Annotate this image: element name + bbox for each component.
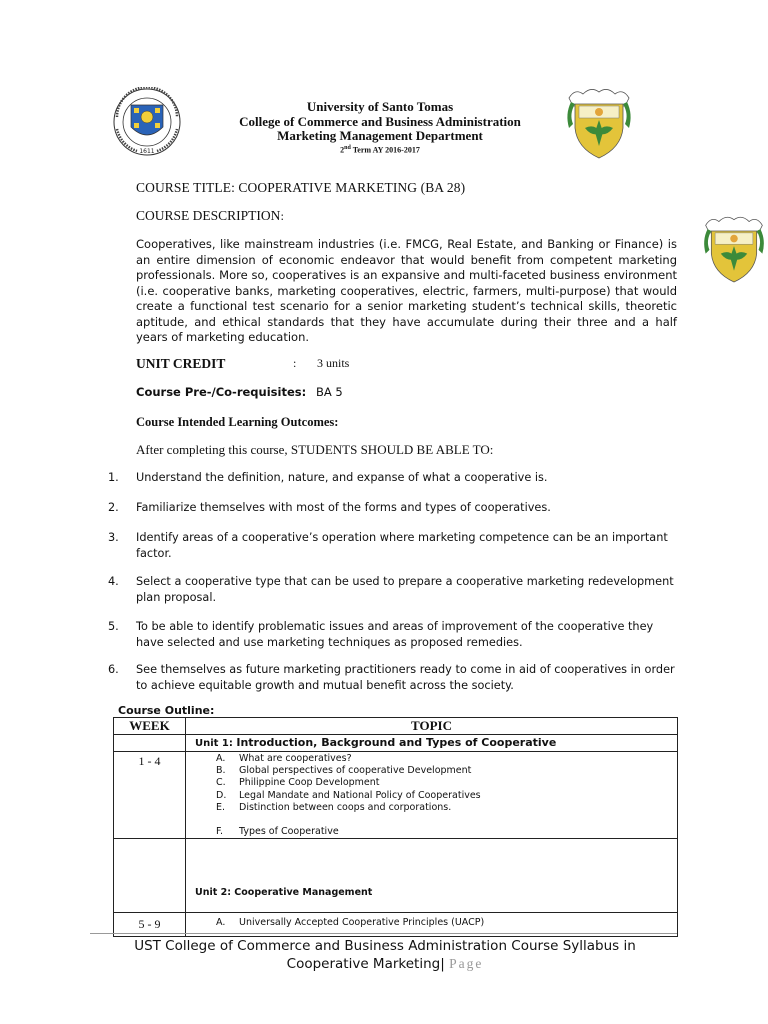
unit-credit-value: 3 units	[317, 356, 350, 370]
list-item: 6. See themselves as future marketing practitioners ready to come in aid of cooperatives in order to achieve equitable growth and mutual benefit across the society.	[108, 663, 675, 692]
table-row	[114, 735, 678, 752]
unit-1-title: Unit 1: Introduction, Background and Types of Cooperative	[186, 735, 678, 752]
document-header	[200, 100, 560, 154]
footer-line-1: UST College of Commerce and Business Administration Course Syllabus in	[134, 938, 636, 954]
list-item: E. Distinction between coops and corporations.	[216, 801, 452, 813]
column-header-topic: TOPIC	[186, 718, 678, 735]
unit-1-topics	[186, 752, 678, 839]
learning-outcomes-heading: Course Intended Learning Outcomes:	[136, 415, 339, 429]
page-footer	[100, 937, 670, 973]
week-range: 1 - 4	[114, 752, 186, 839]
commerce-crest-logo	[563, 84, 635, 160]
prerequisites-label: Course Pre-/Co-requisites:	[136, 385, 307, 399]
table-row	[114, 752, 678, 839]
course-description-body: Cooperatives, like mainstream industries (i.e. FMCG, Real Estate, and Banking or Finance) is an entire dimension of economic endeavor that would benefit from competent marketing professionals. More so, cooperatives is an expansive and multi-faceted business environment (i.e. cooperative banks, marketing cooperatives, electric, farmers, multi-purpose) that would create a functional test scenario for a senior marketing student’s technical skills, theoretic aptitude, and ethical standards that they have accumulate during their three and a half years of marketing education.	[136, 237, 677, 344]
list-item: B. Global perspectives of cooperative Development	[216, 765, 472, 777]
page-label: Page	[449, 956, 484, 971]
course-outline-heading: Course Outline:	[118, 704, 215, 717]
course-description-heading: COURSE DESCRIPTION:	[136, 208, 285, 223]
commerce-crest-logo-secondary	[700, 211, 768, 285]
table-header-row	[114, 718, 678, 735]
footer-divider	[90, 933, 677, 934]
course-title: COURSE TITLE: COOPERATIVE MARKETING (BA 28)	[136, 180, 466, 195]
list-item: C. Philippine Coop Development	[216, 777, 380, 789]
seal-year: 1611	[139, 148, 155, 155]
list-item: 1. Understand the definition, nature, and expanse of what a cooperative is.	[108, 471, 548, 484]
week-range: 5 - 9	[114, 913, 186, 937]
unit-credit-colon: :	[293, 356, 297, 370]
list-item: 3. Identify areas of a cooperative’s operation where marketing competence can be an important factor.	[108, 531, 668, 560]
list-item: A. Universally Accepted Cooperative Principles (UACP)	[216, 917, 485, 929]
footer-line-2: Cooperative Marketing| Page	[286, 956, 484, 972]
learning-outcomes-intro: After completing this course, STUDENTS SHOULD BE ABLE TO:	[136, 442, 494, 457]
list-item: D. Legal Mandate and National Policy of Cooperatives	[216, 789, 481, 801]
course-outline-table	[113, 717, 678, 937]
department-name: Marketing Management Department	[277, 128, 483, 143]
ust-seal-logo	[107, 87, 187, 157]
list-item: A. What are cooperatives?	[216, 753, 352, 764]
list-item: 5. To be able to identify problematic issues and areas of improvement of the cooperative they have selected and use marketing techniques as proposed remedies.	[108, 620, 654, 649]
prerequisites-value: BA 5	[316, 385, 343, 399]
list-item: 4. Select a cooperative type that can be used to prepare a cooperative marketing redevelopment plan proposal.	[108, 575, 674, 604]
unit-2-title: Unit 2: Cooperative Management	[186, 839, 678, 913]
column-header-week: WEEK	[114, 718, 186, 735]
term-label: 2nd Term AY 2016-2017	[340, 144, 420, 155]
table-row	[114, 839, 678, 913]
unit-credit-label: UNIT CREDIT	[136, 356, 226, 371]
university-name: University of Santo Tomas	[306, 99, 454, 114]
list-item: F. Types of Cooperative	[216, 826, 339, 838]
college-name: College of Commerce and Business Administration	[239, 113, 521, 129]
list-item: 2. Familiarize themselves with most of the forms and types of cooperatives.	[108, 501, 551, 514]
